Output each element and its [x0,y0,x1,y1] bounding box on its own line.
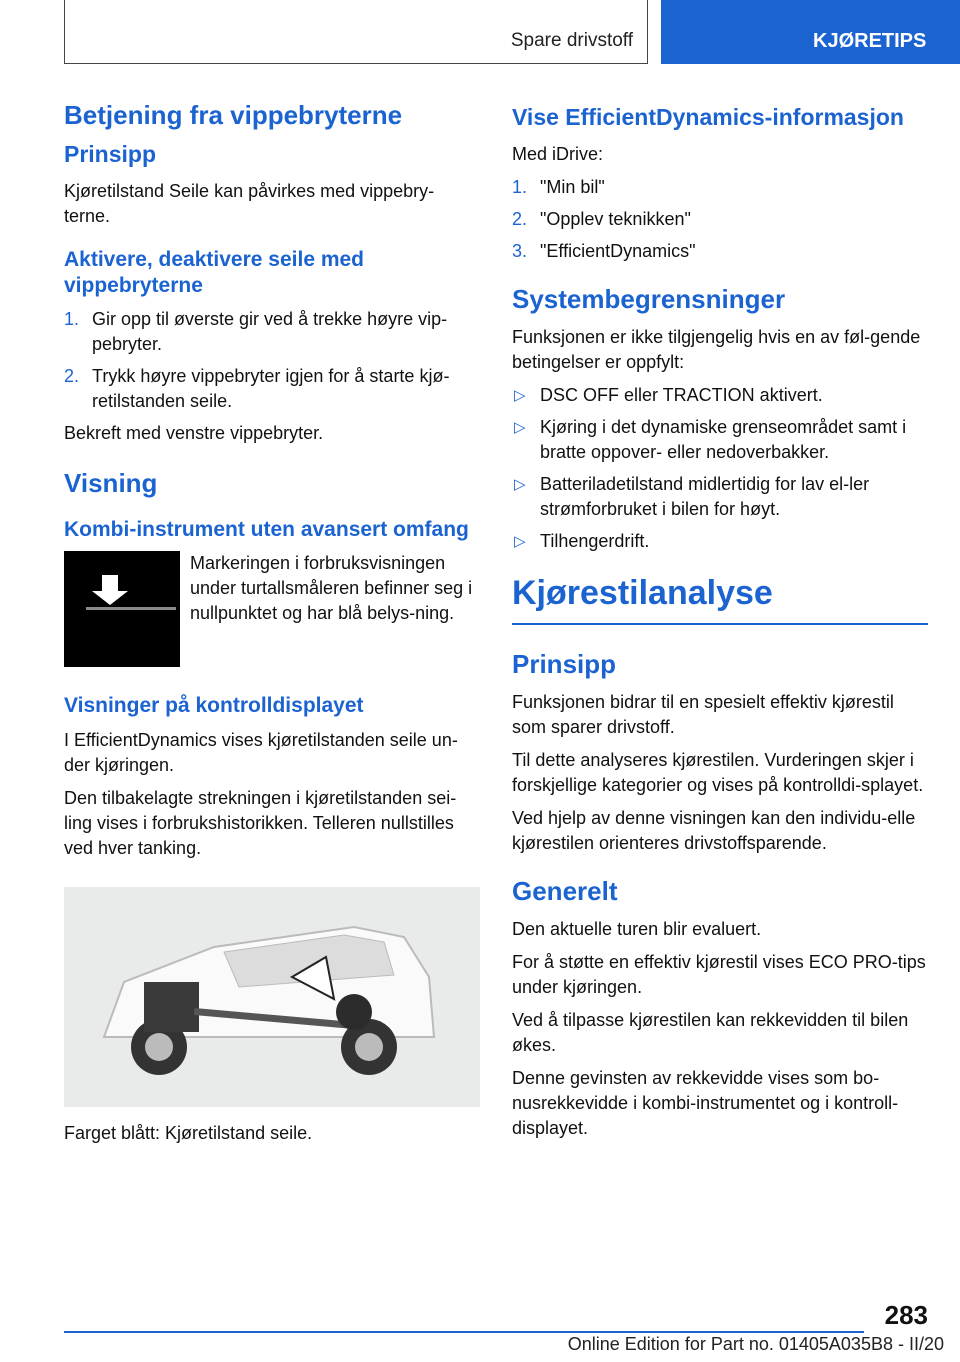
kombi-text: Markeringen i forbruksvisningen under turtallsmåleren befinner seg i nullpunktet og har blå belys-ning. [190,553,473,624]
list-item: ▷ DSC OFF eller TRACTION aktivert. [512,383,928,408]
general-text-1: Den aktuelle turen blir evaluert. [512,918,762,939]
confirm-text: Bekreft med venstre vippebryter. [64,423,324,444]
list-item: 1. "Min bil" [512,176,605,197]
limits-list [512,383,928,554]
header-chapter-title: KJØRETIPS [813,30,927,52]
control-display-heading: Visninger på kontrolldisplayet [64,694,364,718]
analysis-principle-text-1: Funksjonen bidrar til en spesielt effektiv kjørestil som sparer drivstoff. [512,691,894,737]
control-text-1: I EfficientDynamics vises kjøretilstanden seile un-der kjøringen. [64,729,458,775]
left-column [64,100,480,1154]
analysis-heading: Kjørestilanalyse [512,574,928,625]
triangle-bullet-icon: ▷ [514,532,526,550]
analysis-principle-text-3: Ved hjelp av denne visningen kan den individu-elle kjørestilen orienteres drivstoffsparende. [512,807,916,853]
down-arrow-icon [64,551,180,667]
list-item: ▷ Batteriladetilstand midlertidig for lav el-ler strømforbruket i bilen for høyt. [514,473,870,519]
analysis-principle-text-2: Til dette analyseres kjørestilen. Vurderingen skjer i forskjellige kategorier og vises på kontrolldi-splayet. [512,749,924,795]
triangle-bullet-icon: ▷ [514,475,526,493]
display-heading: Visning [64,468,158,499]
header-section-title: Spare drivstoff [510,30,633,51]
general-text-4: Denne gevinsten av rekkevidde vises som bo-nusrekkevidde i kombi-instrumentet og i kontroll-displayet. [512,1067,899,1138]
activate-steps [64,307,480,414]
list-item: ▷ Tilhengerdrift. [512,529,928,554]
limits-intro: Funksjonen er ikke tilgjengelig hvis en av føl-gende betingelser er oppfylt: [512,326,921,372]
control-text-2: Den tilbakelagte strekningen i kjøretilstanden sei-ling vises i forbrukshistorikken. Telleren nullstilles ved hver tanking. [64,787,457,858]
general-text-3: Ved å tilpasse kjørestilen kan rekkevidden til bilen økes. [512,1009,909,1055]
analysis-principle-heading: Prinsipp [512,648,617,679]
kombi-instrument-image [64,551,180,667]
idrive-text: Med iDrive: [512,143,604,164]
general-heading: Generelt [512,875,618,906]
limits-heading: Systembegrensninger [512,283,786,314]
list-item: 2. Trykk høyre vippebryter igjen for å starte kjø-retilstanden seile. [64,366,450,412]
principle-text: Kjøretilstand Seile kan påvirkes med vippebry-terne. [64,180,435,226]
info-heading: Vise EfficientDynamics-informasjon [512,104,904,130]
car-illustration [64,887,480,1107]
right-column [512,100,928,1149]
page-number: 283 [884,1300,928,1330]
triangle-bullet-icon: ▷ [514,386,526,404]
list-item: 2. "Opplev teknikken" [512,208,691,229]
section-title: Betjening fra vippebryterne [64,100,403,130]
list-item: 3. "EfficientDynamics" [512,240,696,261]
figure-caption: Farget blått: Kjøretilstand seile. [64,1122,313,1143]
header-section-box [64,0,648,64]
car-icon [64,887,480,1107]
list-item: 1. Gir opp til øverste gir ved å trekke høyre vip-pebryter. [64,309,448,355]
general-text-2: For å støtte en effektiv kjørestil vises ECO PRO-tips under kjøringen. [512,951,926,997]
triangle-bullet-icon: ▷ [514,418,526,436]
kombi-heading: Kombi-instrument uten avansert omfang [64,518,469,542]
principle-heading: Prinsipp [64,141,157,167]
list-item: ▷ Kjøring i det dynamiske grenseområdet samt i bratte oppover- eller nedoverbakker. [514,416,907,462]
menu-steps [512,175,928,264]
footer-edition: Online Edition for Part no. 01405A035B8 - II/20 [567,1334,944,1354]
activate-heading: Aktivere, deaktivere seile med vippebryterne [64,247,365,297]
kombi-block [64,551,480,667]
footer-divider [64,1331,864,1333]
header-chapter-box [661,0,960,64]
